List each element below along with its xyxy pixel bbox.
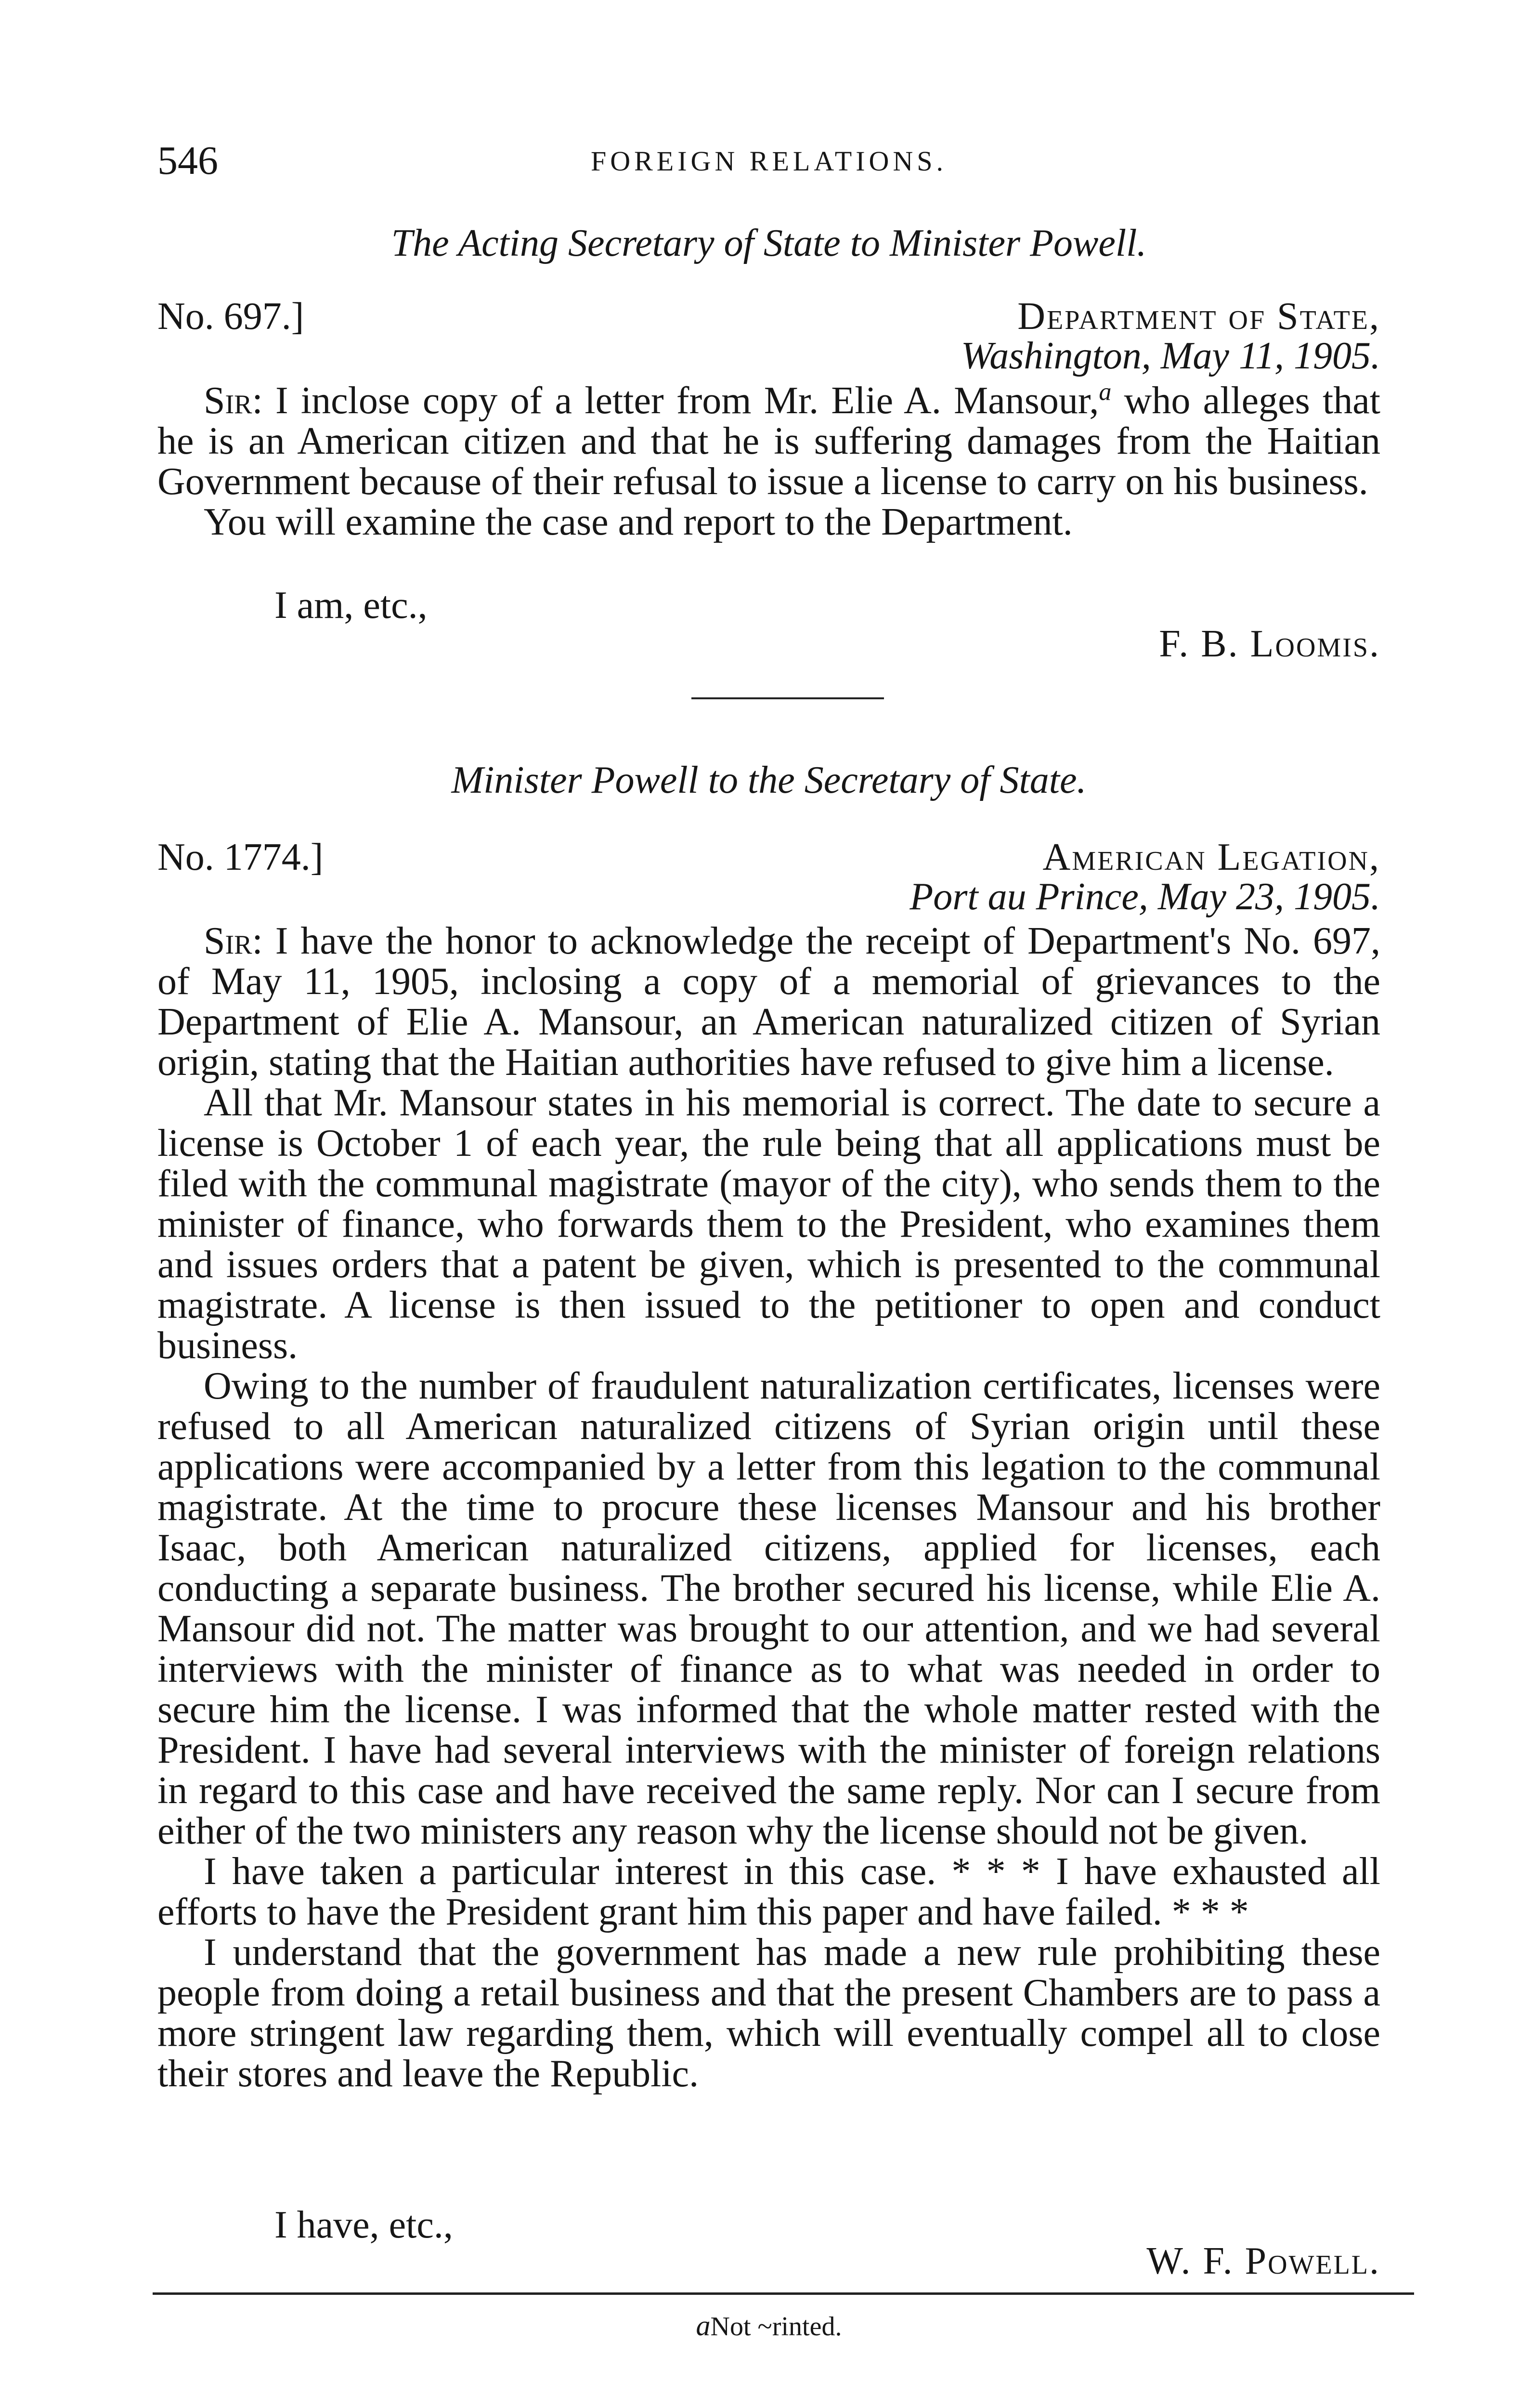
letter1-place-date: Washington, May 11, 1905. xyxy=(961,335,1380,377)
letter1-number: No. 697.] xyxy=(157,295,304,338)
letter2-paragraph-5: I understand that the government has made a new rule prohibiting these people from doing a retail business and that the present Chambers are to pass a more stringent law regarding them, which will eventually compel all to close their stores and leave the Republic. xyxy=(157,1931,1380,2095)
letter2-paragraph-1: Sir: I have the honor to acknowledge the receipt of Department's No. 697, of May 11, 1905, inclosing a copy of a memorial of grievances to the Department of Elie A. Mansour, an American naturalized citizen of Syrian origin, stating that the Haitian authorities have refused to give him a license. xyxy=(157,920,1380,1084)
letter1-closing: I am, etc., xyxy=(274,584,428,627)
letter2-paragraph-2: All that Mr. Mansour states in his memorial is correct. The date to secure a license is October 1 of each year, the rule being that all applications must be filed with the communal magistrate (mayor of the city), who sends them to the minister of finance, who forwards them to the President, who examines them and issues orders that a patent be given, which is presented to the communal magistrate. A license is then issued to the petitioner to open and conduct business. xyxy=(157,1082,1380,1367)
letter2-header xyxy=(157,836,1380,932)
letter2-salutation: Sir xyxy=(204,920,252,962)
letter2-paragraph-4: I have taken a particular interest in this case. * * * I have exhausted all efforts to have the President grant him this paper and have failed. * * * xyxy=(157,1850,1380,1933)
footnote-reference: a xyxy=(1099,378,1112,406)
letter1-body xyxy=(157,380,1380,542)
letter2-place-date: Port au Prince, May 23, 1905. xyxy=(909,876,1380,918)
footnote-rule xyxy=(153,2292,1414,2295)
letter2-closing: I have, etc., xyxy=(274,2204,453,2246)
page-number: 546 xyxy=(157,138,218,183)
running-title: FOREIGN RELATIONS. xyxy=(590,145,948,177)
letter1-salutation: Sir xyxy=(204,380,252,422)
footnote-mark: a xyxy=(696,2310,711,2342)
letter1-p1-part-a: I inclose copy of a letter from Mr. Elie A. Mansour, xyxy=(275,380,1099,422)
letter2-body xyxy=(157,921,1380,2094)
letter1-paragraph-1: Sir: I inclose copy of a letter from Mr. Elie A. Mansour,$^a$ who alleges that he is an American citizen and that he is suffering damages from the Haitian Government because of their refusal to issue a license to carry on his business. xyxy=(157,378,1381,503)
letter2-p1-text: I have the honor to acknowledge the receipt of Department's No. 697, of May 11, 1905, inclosing a copy of a memorial of grievances to the Department of Elie A. Mansour, an American naturalized citizen of Syrian origin, stating that the Haitian authorities have refused to give him a license. xyxy=(157,920,1380,1084)
letter1-header xyxy=(157,295,1380,391)
footnote-text: Not ~rinted. xyxy=(710,2312,842,2342)
running-head xyxy=(157,137,1380,190)
footnote xyxy=(157,2309,1380,2343)
letter2-number: No. 1774.] xyxy=(157,836,324,878)
letter1-signature: F. B. Loomis. xyxy=(1159,623,1380,665)
letter1-paragraph-2: You will examine the case and report to the Department. xyxy=(204,501,1073,543)
letter1-office: Department of State, xyxy=(1017,295,1380,338)
letter2-signature: W. F. Powell. xyxy=(1146,2240,1380,2282)
letter1-p1-part-b: who alleges that he is an American citizen and that he is suffering damages from the Haitian Government because of their refusal to issue a license to carry on his business. xyxy=(157,380,1381,503)
section-divider xyxy=(691,697,884,699)
letter2-heading: Minister Powell to the Secretary of State. xyxy=(451,759,1087,801)
letter2-paragraph-3: Owing to the number of fraudulent naturalization certificates, licenses were refused to all American naturalized citizens of Syrian origin until these applications were accompanied by a letter from this legation to the communal magistrate. At the time to procure these licenses Mansour and his brother Isaac, both American naturalized citizens, applied for licenses, each conducting a separate business. The brother secured his license, while Elie A. Mansour did not. The matter was brought to our attention, and we had several interviews with the minister of finance as to what was needed in order to secure him the license. I was informed that the whole matter rested with the President. I have had several interviews with the minister of foreign relations in regard to this case and have received the same reply. Nor can I secure from either of the two ministers any reason why the license should not be given. xyxy=(157,1365,1380,1852)
letter2-office: American Legation, xyxy=(1042,836,1380,878)
letter1-heading: The Acting Secretary of State to Minister Powell. xyxy=(391,222,1147,264)
